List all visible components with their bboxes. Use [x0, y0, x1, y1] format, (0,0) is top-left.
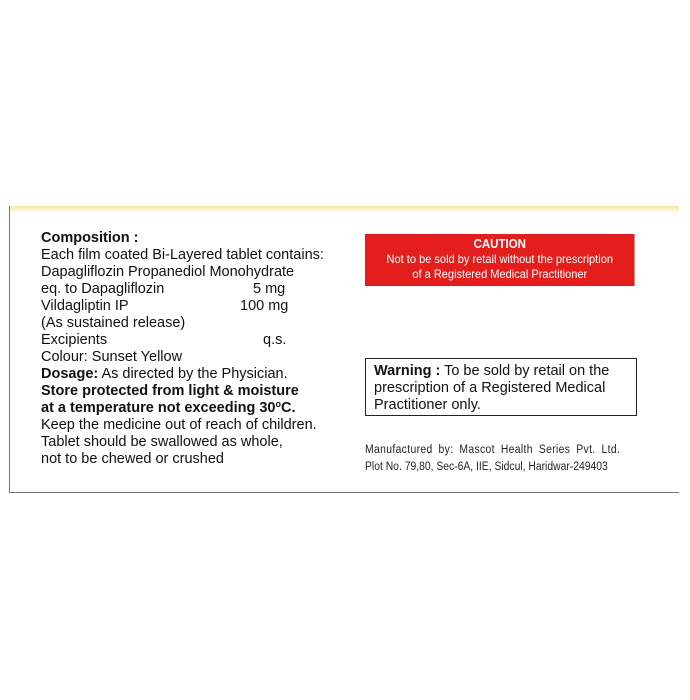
note-line: Tablet should be swallowed as whole,	[41, 434, 283, 450]
warning-line: prescription of a Registered Medical	[374, 380, 606, 396]
top-color-strip	[10, 206, 679, 211]
carton-panel	[9, 206, 679, 493]
excipients-name: Excipients	[41, 332, 108, 348]
composition-heading: Composition :	[41, 230, 139, 246]
ingredient-amount: 100 mg	[240, 298, 289, 314]
dosage-line	[41, 366, 371, 383]
excipients-amount: q.s.	[263, 332, 287, 348]
caution-box	[365, 234, 635, 286]
ingredient-name: Vildagliptin IP	[41, 298, 129, 314]
manufacturer-info	[365, 442, 635, 476]
ingredient-name: eq. to Dapagliflozin	[41, 281, 165, 297]
dosage-label: Dosage:	[41, 366, 99, 382]
storage-line-1: Store protected from light & moisture	[41, 383, 299, 399]
dosage-text: As directed by the Physician.	[98, 366, 288, 382]
caution-line: of a Registered Medical Practitioner	[412, 267, 588, 281]
caution-line: Not to be sold by retail without the prescription	[386, 252, 613, 266]
note-line: not to be chewed or crushed	[41, 451, 224, 467]
storage-temp-text: at a temperature not exceeding 30	[41, 400, 276, 416]
manufacturer-line: Manufactured by: Mascot Health Series Pvt. Ltd.	[365, 444, 621, 456]
ingredient-row	[41, 298, 371, 315]
excipients-row	[41, 332, 371, 349]
warning-label: Warning :	[374, 363, 441, 379]
warning-text: To be sold by retail on the	[440, 363, 610, 379]
storage-temp-unit: C.	[281, 400, 296, 416]
warning-box	[365, 358, 637, 416]
warning-line: Practitioner only.	[374, 397, 481, 413]
composition-line: Each film coated Bi-Layered tablet contains:	[41, 247, 324, 263]
degree-symbol: o	[275, 399, 281, 409]
warning-line	[374, 363, 628, 380]
composition-line: Dapagliflozin Propanediol Monohydrate	[41, 264, 295, 280]
ingredient-amount: 5 mg	[253, 281, 286, 297]
storage-line-2	[41, 400, 371, 417]
manufacturer-address: Plot No. 79,80, Sec-6A, IIE, Sidcul, Haridwar-249403	[365, 461, 608, 473]
sustained-release-note: (As sustained release)	[41, 315, 186, 331]
note-line: Keep the medicine out of reach of children.	[41, 417, 317, 433]
ingredient-row	[41, 281, 371, 298]
colour-line: Colour: Sunset Yellow	[41, 349, 183, 365]
caution-title: CAUTION	[473, 237, 526, 251]
composition-section	[41, 230, 371, 468]
